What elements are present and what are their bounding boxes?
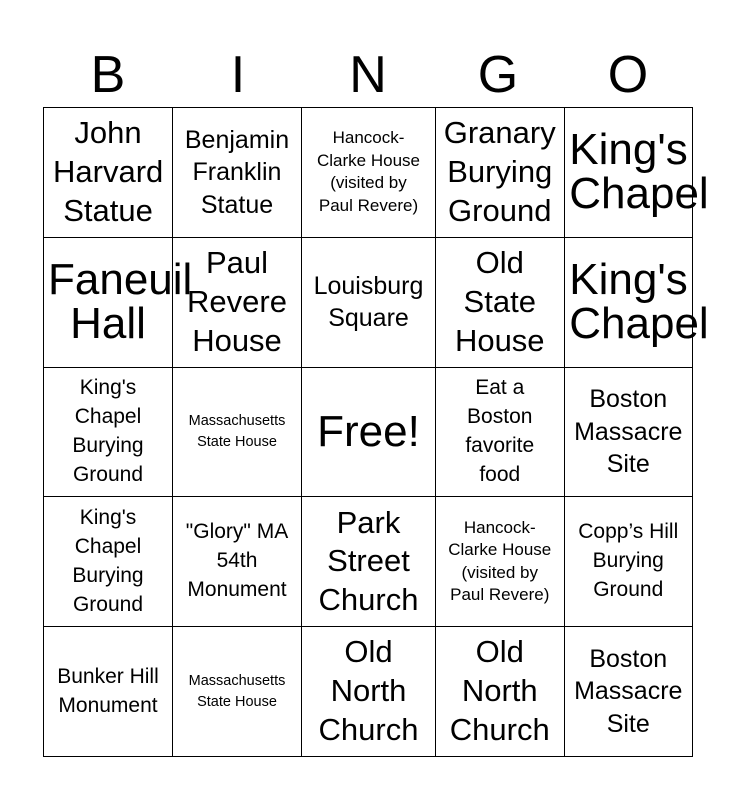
cell-label: King's Chapel Burying Ground: [72, 505, 144, 616]
header-letter-o: O: [607, 46, 649, 104]
bingo-cell[interactable]: [436, 368, 565, 498]
bingo-cell[interactable]: [302, 627, 436, 757]
cell-label: Louisburg Square: [313, 271, 424, 333]
cell-label: Old North Church: [449, 634, 550, 747]
bingo-cell[interactable]: [44, 627, 173, 757]
free-space-label: Free!: [317, 406, 420, 456]
bingo-cell[interactable]: [565, 108, 709, 238]
free-space-cell[interactable]: [302, 368, 436, 498]
bingo-cell[interactable]: [173, 627, 302, 757]
cell-label: Hancock-Clarke House (visited by Paul Revere): [317, 128, 420, 215]
cell-label: Boston Massacre Site: [574, 385, 683, 479]
cell-label: Boston Massacre Site: [574, 644, 683, 738]
bingo-cell[interactable]: [44, 497, 173, 627]
cell-label: Park Street Church: [318, 504, 419, 618]
bingo-cell[interactable]: [173, 368, 302, 498]
bingo-cell[interactable]: [173, 238, 302, 368]
cell-label: Granary Burying Ground: [443, 115, 556, 228]
bingo-cell[interactable]: [173, 108, 302, 238]
bingo-cell[interactable]: [565, 368, 694, 498]
bingo-cell[interactable]: [44, 238, 193, 368]
bingo-board: [43, 107, 709, 757]
cell-label: Benjamin Franklin Statue: [184, 125, 290, 219]
header-letter-g: G: [477, 46, 519, 104]
bingo-cell[interactable]: [302, 497, 436, 627]
bingo-cell[interactable]: [44, 368, 173, 498]
bingo-cell[interactable]: [436, 108, 565, 238]
cell-label: Old State House: [454, 245, 545, 358]
bingo-cell[interactable]: [565, 627, 694, 757]
bingo-cell[interactable]: [302, 238, 436, 368]
cell-label: Faneuil Hall: [48, 255, 193, 349]
cell-label: King's Chapel: [569, 255, 709, 349]
cell-label: Hancock-Clarke House (visited by Paul Revere): [448, 517, 552, 605]
cell-label: Paul Revere House: [187, 245, 287, 358]
cell-label: Eat a Boston favorite food: [465, 376, 535, 486]
bingo-cell[interactable]: [436, 627, 565, 757]
header-letter-i: I: [230, 46, 246, 104]
cell-label: King's Chapel Burying Ground: [72, 376, 144, 486]
bingo-cell[interactable]: [173, 497, 302, 627]
bingo-cell[interactable]: [436, 497, 565, 627]
bingo-cell[interactable]: [565, 497, 694, 627]
header-letter-b: B: [90, 46, 126, 104]
bingo-cell[interactable]: [44, 108, 173, 238]
cell-label: John Harvard Statue: [53, 115, 164, 228]
header-letter-n: N: [349, 46, 387, 104]
cell-label: Bunker Hill Monument: [57, 664, 159, 717]
bingo-header: [43, 44, 693, 106]
cell-label: "Glory" MA 54th Monument: [185, 520, 289, 602]
cell-label: Old North Church: [318, 634, 419, 747]
bingo-cell[interactable]: [436, 238, 565, 368]
cell-label: Copp’s Hill Burying Ground: [578, 520, 679, 602]
bingo-cell[interactable]: [302, 108, 436, 238]
bingo-cell[interactable]: [565, 238, 709, 368]
cell-label: Massachusetts State House: [188, 672, 286, 710]
cell-label: Massachusetts State House: [188, 412, 286, 450]
cell-label: King's Chapel: [569, 125, 709, 219]
